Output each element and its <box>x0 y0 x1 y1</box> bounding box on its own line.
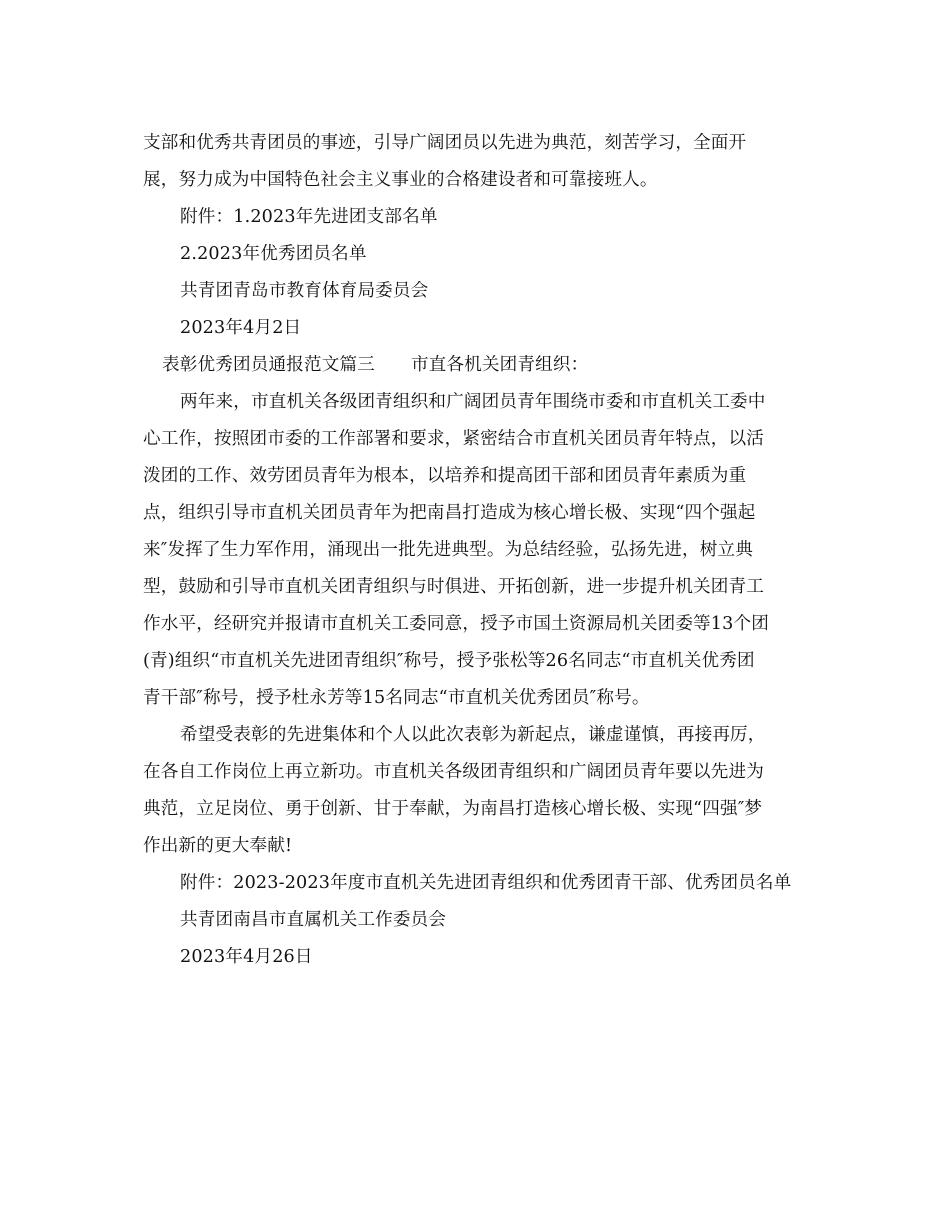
paragraph-line: 心工作，按照团市委的工作部署和要求，紧密结合市直机关团员青年特点，以活 <box>143 429 765 449</box>
attachment-line: 2.2023年优秀团员名单 <box>180 244 367 264</box>
paragraph-line: (青)组织“市直机关先进团青组织″称号，授予张松等26名同志“市直机关优秀团 <box>143 651 755 671</box>
paragraph-line: 支部和优秀共青团员的事迹，引导广阔团员以先进为典范，刻苦学习，全面开 <box>143 133 747 153</box>
attachment-line: 附件：1.2023年先进团支部名单 <box>180 207 438 227</box>
salutation: 市直各机关团青组织： <box>410 355 589 375</box>
paragraph-line: 展，努力成为中国特色社会主义事业的合格建设者和可靠接班人。 <box>143 170 658 190</box>
paragraph-line: 来″发挥了生力军作用，涌现出一批先进典型。为总结经验，弘扬先进，树立典 <box>143 540 754 560</box>
paragraph-line: 点，组织引导市直机关团员青年为把南昌打造成为核心增长极、实现“四个强起 <box>143 503 756 523</box>
paragraph-line: 在各自工作岗位上再立新功。市直机关各级团青组织和广阔团员青年要以先进为 <box>143 762 765 782</box>
paragraph-line: 希望受表彰的先进集体和个人以此次表彰为新起点，谦虚谨慎，再接再厉， <box>180 725 766 745</box>
section-heading-line <box>162 353 588 377</box>
paragraph-line: 型，鼓励和引导市直机关团青组织与时俱进、开拓创新，进一步提升机关团青工 <box>143 577 765 597</box>
paragraph-line: 泼团的工作、效劳团员青年为根本，以培养和提高团干部和团员青年素质为重 <box>143 466 747 486</box>
signature-date: 2023年4月2日 <box>180 318 302 338</box>
signature-date: 2023年4月26日 <box>180 947 313 967</box>
signature-organization: 共青团南昌市直属机关工作委员会 <box>180 910 447 930</box>
paragraph-line: 典范，立足岗位、勇于创新、甘于奉献，为南昌打造核心增长极、实现“四强″梦 <box>143 799 763 819</box>
section-title: 表彰优秀团员通报范文篇三 <box>162 355 375 375</box>
paragraph-line: 青干部″称号，授予杜永芳等15名同志“市直机关优秀团员″称号。 <box>143 688 650 708</box>
paragraph-line: 两年来，市直机关各级团青组织和广阔团员青年围绕市委和市直机关工委中 <box>180 392 766 412</box>
paragraph-line: 作水平，经研究并报请市直机关工委同意，授予市国土资源局机关团委等13个团 <box>143 614 769 634</box>
signature-organization: 共青团青岛市教育体育局委员会 <box>180 281 429 301</box>
attachment-line: 附件：2023-2023年度市直机关先进团青组织和优秀团青干部、优秀团员名单 <box>180 873 792 893</box>
paragraph-line: 作出新的更大奉献! <box>143 836 293 856</box>
